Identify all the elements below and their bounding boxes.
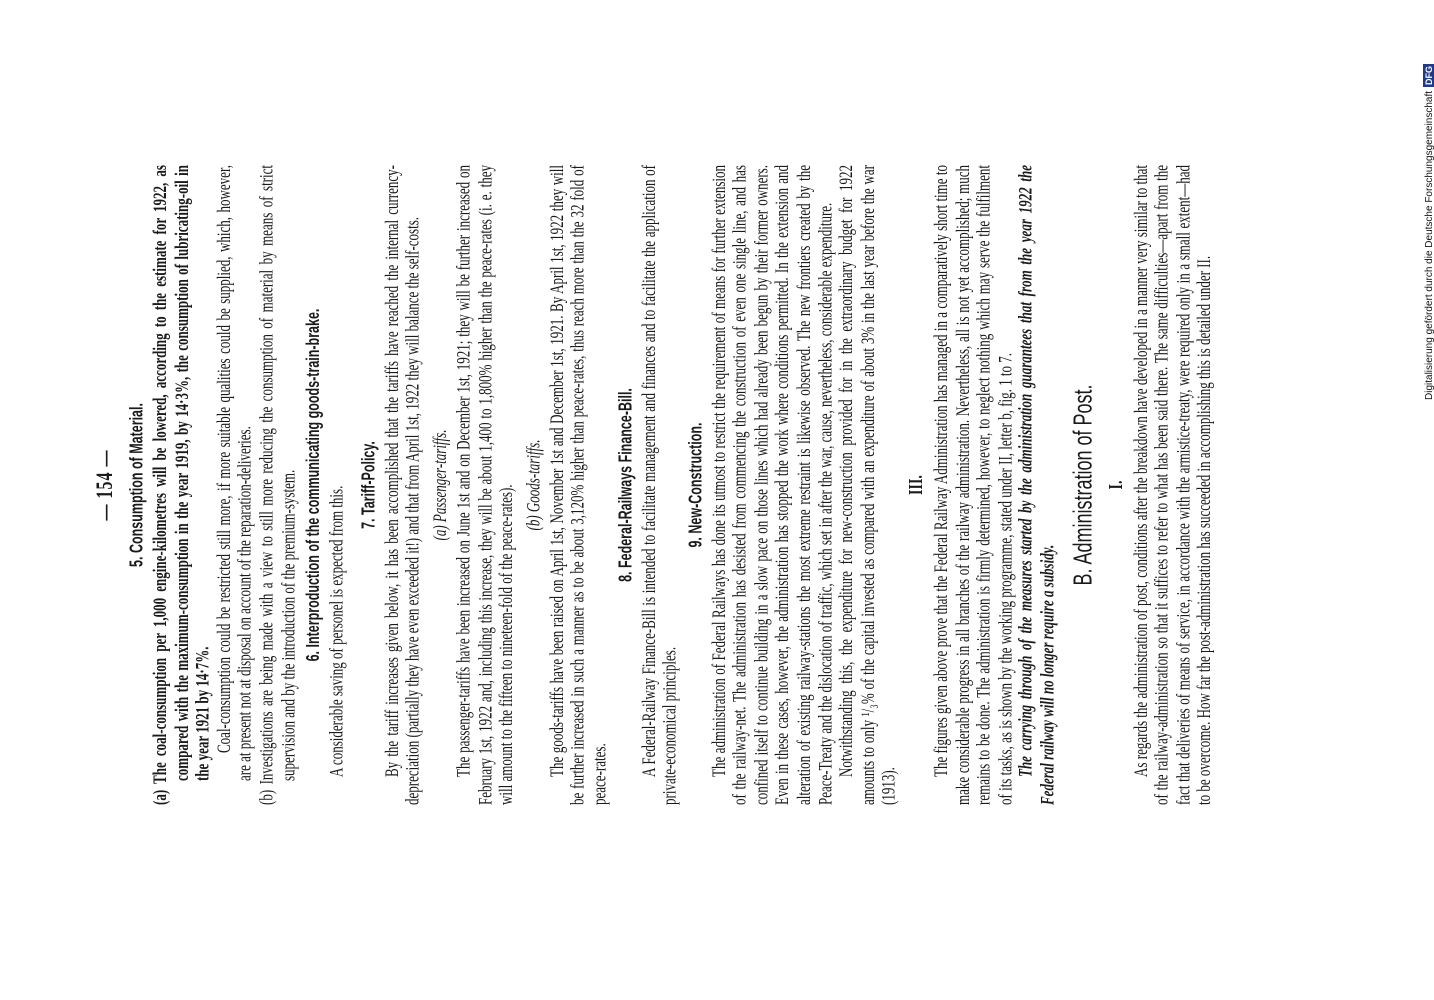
paragraph-tariff-increases: By the tariff increases given below, it has been accomplished that the tariffs have reached the internal currency-depreciation (partially they have even exceeded it!) and that from April 1st, 1922 they will balance the self-costs. xyxy=(380,165,424,805)
roman-numeral-one: I. xyxy=(1105,480,1128,490)
heading-tariff-policy: 7. Tariff-Policy. xyxy=(358,441,379,529)
roman-numeral-three: III. xyxy=(906,475,929,495)
subheading-goods-tariffs: (b) Goods-tariffs. xyxy=(521,439,544,531)
dfg-logo: DFG xyxy=(1424,65,1434,85)
paragraph-subsidy-conclusion: The carrying through of the measures started by the administration guarantees that from the year 1922 the Federal railway will no longer require a subsidy. xyxy=(1014,165,1058,805)
rotated-document-page xyxy=(90,0,1346,930)
page-content xyxy=(90,165,1346,805)
paragraph-investigations: (b) Investigations are being made with a view to still more reducing the consumption of material by means of strict supervision and by the introduction of the premium-system. xyxy=(254,165,299,805)
paragraph-goods-tariffs: The goods-tariffs have been raised on April 1st, November 1st and December 1st, 1921. By April 1st, 1922 they will be further increased in such a manner as to be about 3,120% higher than peace-rates, thus reach more than the 32 fold of peace-rates. xyxy=(545,165,610,805)
paragraph-new-construction-budget: Notwithstanding this, the expenditure for new-construction provided for in the extraordinary budget for 1922 amounts to only ¹/₃% of the capital invested as compared with an expenditure of about 3% in the last year before the war (1913). xyxy=(834,165,900,805)
heading-consumption-of-material: 5. Consumption of Material. xyxy=(126,403,147,567)
digitization-note xyxy=(1419,8,1434,408)
subheading-passenger-tariffs: (a) Passenger-tariffs. xyxy=(428,429,451,541)
paragraph-coal-restriction: Coal-consumption could be restricted still more, if more suitable qualities could be supplied, which, however, are at present not at disposal on account of the reparation-deliveries. xyxy=(212,165,256,781)
page-number: — 154 — xyxy=(92,449,118,521)
heading-goods-train-brake: 6. Interproduction of the communicating goods-train-brake. xyxy=(303,308,324,662)
section-title-administration-of-post: B. Administration of Post. xyxy=(1067,384,1097,586)
heading-finance-bill: 8. Federal-Railways Finance-Bill. xyxy=(614,388,636,582)
digitization-credit-text: Digitalisierung gefördert durch die Deutsche Forschungsgemeinschaft xyxy=(1423,90,1434,400)
paragraph-personel-saving: A considerable saving of personel is expected from this. xyxy=(325,485,348,777)
paragraph-passenger-tariffs: The passenger-tariffs have been increased on June 1st and on December 1st, 1921; they will be further increased on February 1st, 1922 and, including this increase, they will be about 1,400 to 1,800% higher than the peace-rates (i. e. they will amount to the fifteen to nineteen-fold of the peace-rates). xyxy=(451,165,517,805)
paragraph-finance-bill: A Federal-Railway Finance-Bill is intended to facilitate management and finances and to facilitate the application of private-economical principles. xyxy=(636,165,680,805)
heading-new-construction: 9. New-Construction. xyxy=(685,422,706,548)
paragraph-new-construction: The administration of Federal Railways has done its utmost to restrict the requirement of means for further extension of the railway-net. The administration has desisted from commencing the construction of even one single line, and has confined itself to continue building in a slow pace on those lines which had already been begun by their former owners. Even in these cases, however, the administration has stopped the work where conditions permitted. In the extension and alteration of existing railway-stations the most extreme restraint is likewise observed. The new frontiers created by the Peace-Treaty and the dislocation of traffic, which set in after the war, cause, nevertheless, considerable expenditure. xyxy=(707,165,836,805)
paragraph-figures-progress: The figures given above prove that the Federal Railway Administration has managed in a comparatively short time to make considerable progress in all branches of the railway administration. Nevertheless, all is not yet accomplished; much remains to be done. The administration is firmly determined, however, to neglect nothing which may serve the fulfilment of its tasks, as is shown by the working programme, stated under II, letter b, fig. 1 to 7. xyxy=(929,165,1016,805)
paragraph-post-administration: As regards the administration of post, conditions after the breakdown have developed in a manner very similar to that of the railway-administration so that it suffices to refer to what has been said there. The same difficulties—apart from the fact that deliveries of means of service, in accordance with the armistice-treaty, were required only in a small extent—had to be overcome. How far the post-administration has succeeded in accomplishing this is detailed under II. xyxy=(1128,165,1215,805)
paragraph-coal-consumption: (a) The coal-consumption per 1,000 engine-kilometres will be lowered, according to the estimate for 1922, as compared with the maximum-consumption in the year 1919, by 14·3%, the consumption of lubricating-oil in the year 1921 by 14·7%. xyxy=(148,165,213,805)
